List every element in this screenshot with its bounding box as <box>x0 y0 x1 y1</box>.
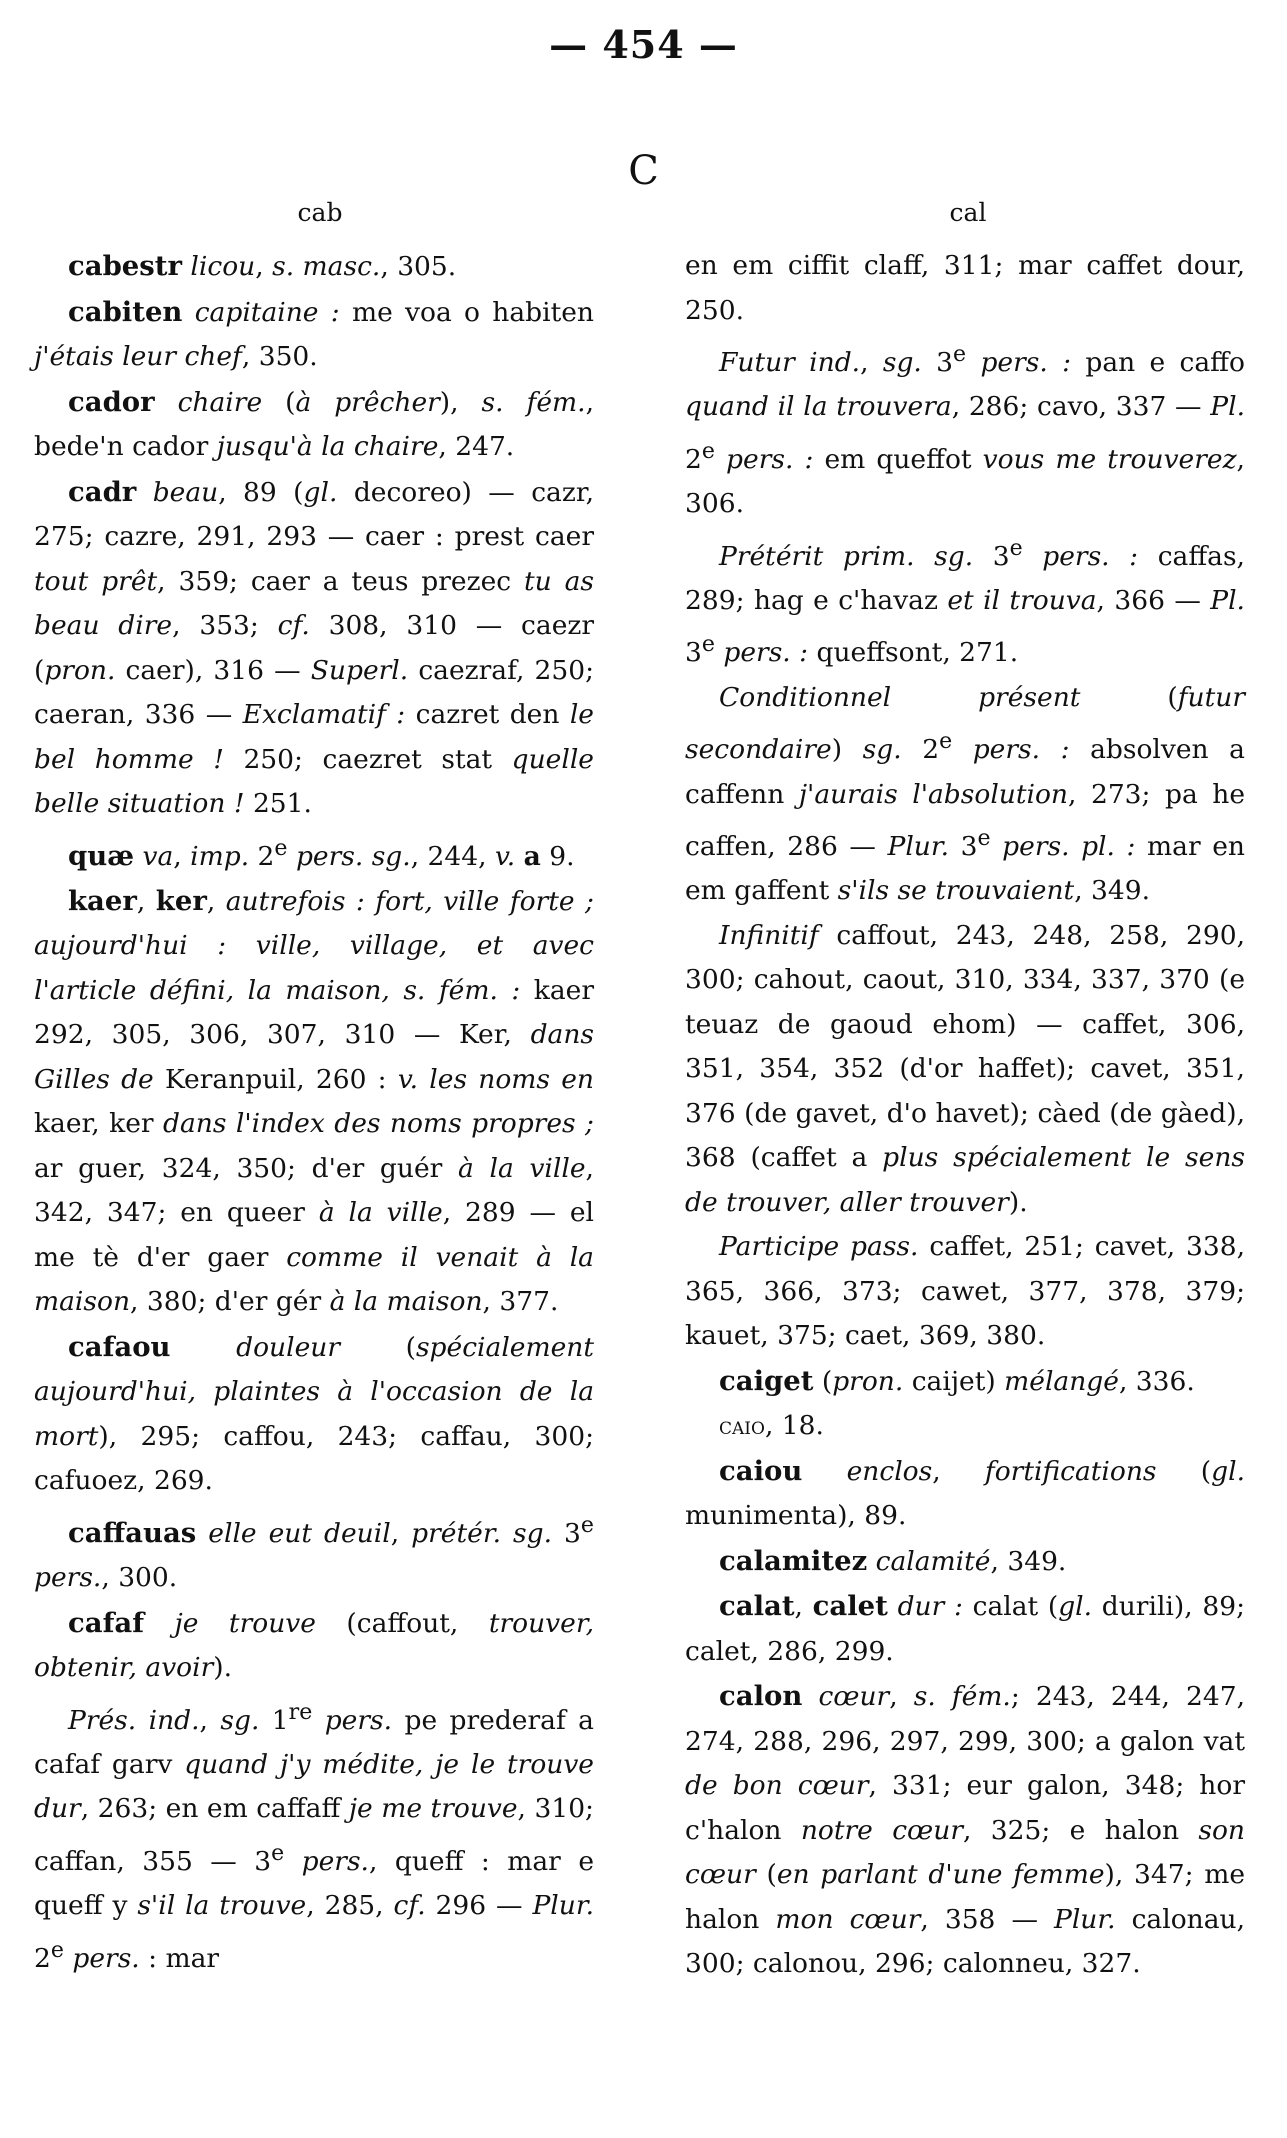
section-letter: C <box>628 148 659 194</box>
dictionary-entry: cabestr licou, s. masc., 305. <box>68 250 457 282</box>
dictionary-entry: calat, calet dur : calat (gl. durili), 89; calet, 286, 299. <box>685 1590 1245 1667</box>
dictionary-entry: cafaf je trouve (caffout, trouver, obtenir, avoir). <box>34 1606 594 1684</box>
dictionary-entry: caio, 18. <box>719 1410 824 1442</box>
dictionary-entry: Conditionnel présent (futur secondaire) sg. 2e pers. : absolven a caffenn j'aurais l'absolution, 273; pa he caffen, 286 — Plur. 3e pers. pl. : mar en em gaffent s'ils se trouvaient, 349. <box>685 681 1246 907</box>
dictionary-entry: cafaou douleur (spécialement aujourd'hui, plaintes à l'occasion de la mort), 295; caffou, 243; caffau, 300; cafuoez, 269. <box>34 1330 594 1497</box>
dictionary-entry: cabiten capitaine : me voa o habiten j'étais leur chef, 350. <box>34 295 594 372</box>
dictionary-entry: Futur ind., sg. 3e pers. : pan e caffo quand il la trouvera, 286; cavo, 337 — Pl. 2e pers. : em queffot vous me trouverez, 306. <box>685 342 1245 520</box>
dictionary-entry: cadr beau, 89 (gl. decoreo) — cazr, 275; cazre, 291, 293 — caer : prest caer tout prêt, 359; caer a teus prezec tu as beau dire, 353; cf. 308, 310 — caezr (pron. caer), 316 — Superl. caezraf, 250; caeran, 336 — Exclamatif : cazret den le bel homme ! 250; caezret stat quelle belle situation ! 251. <box>34 475 595 819</box>
dictionary-entry: caffauas elle eut deuil, prétér. sg. 3e pers., 300. <box>34 1512 594 1594</box>
dictionary-entry: en em ciffit claff, 311; mar caffet dour, 250. <box>685 250 1245 326</box>
left-column <box>34 244 594 1981</box>
running-head-right: cal <box>949 198 987 227</box>
dictionary-entry: caiou enclos, fortifications (gl. munimenta), 89. <box>685 1454 1245 1532</box>
dictionary-entry: calamitez calamité, 349. <box>719 1544 1067 1577</box>
dictionary-entry: Infinitif caffout, 243, 248, 258, 290, 300; cahout, caout, 310, 334, 337, 370 (e teuaz de gaoud ehom) — caffet, 306, 351, 354, 352 (d'or haffet); cavet, 351, 376 (de gavet, d'o havet); càed (de gàed), 368 (caffet a plus spécialement le sens de trouver, aller trouver). <box>685 919 1245 1218</box>
dictionary-entry: caiget (pron. caijet) mélangé, 336. <box>719 1364 1195 1397</box>
page-number: — 454 — <box>549 22 738 67</box>
dictionary-entry: Prés. ind., sg. 1re pers. pe prederaf a cafaf garv quand j'y médite, je le trouve dur, 263; en em caffaff je me trouve, 310; caffan, 355 — 3e pers., queff : mar e queff y s'il la trouve, 285, cf. 296 — Plur. 2e pers. : mar <box>34 1699 595 1974</box>
dictionary-entry: quæ va, imp. 2e pers. sg., 244, v. a 9. <box>68 835 575 872</box>
right-column <box>685 244 1245 1987</box>
dictionary-entry: cador chaire (à prêcher), s. fém., bede'n cador jusqu'à la chaire, 247. <box>34 385 594 462</box>
dictionary-entry: kaer, ker, autrefois : fort, ville forte ; aujourd'hui : ville, village, et avec l'article défini, la maison, s. fém. : kaer 292, 305, 306, 307, 310 — Ker, dans Gilles de Keranpuil, 260 : v. les noms en kaer, ker dans l'index des noms propres ; ar guer, 324, 350; d'er guér à la ville, 342, 347; en queer à la ville, 289 — el me tè d'er gaer comme il venait à la maison, 380; d'er gér à la maison, 377. <box>34 884 594 1318</box>
dictionary-entry: Participe pass. caffet, 251; cavet, 338, 365, 366, 373; cawet, 377, 378, 379; kauet, 375; caet, 369, 380. <box>685 1231 1245 1352</box>
dictionary-entry: calon cœur, s. fém.; 243, 244, 247, 274, 288, 296, 297, 299, 300; a galon vat de bon cœur, 331; eur galon, 348; hor c'halon notre cœur, 325; e halon son cœur (en parlant d'une femme), 347; me halon mon cœur, 358 — Plur. calonau, 300; calonou, 296; calonneu, 327. <box>685 1680 1246 1980</box>
dictionary-entry: Prétérit prim. sg. 3e pers. : caffas, 289; hag e c'havaz et il trouva, 366 — Pl. 3e pers. : queffsont, 271. <box>685 535 1245 669</box>
running-head-left: cab <box>297 198 343 227</box>
